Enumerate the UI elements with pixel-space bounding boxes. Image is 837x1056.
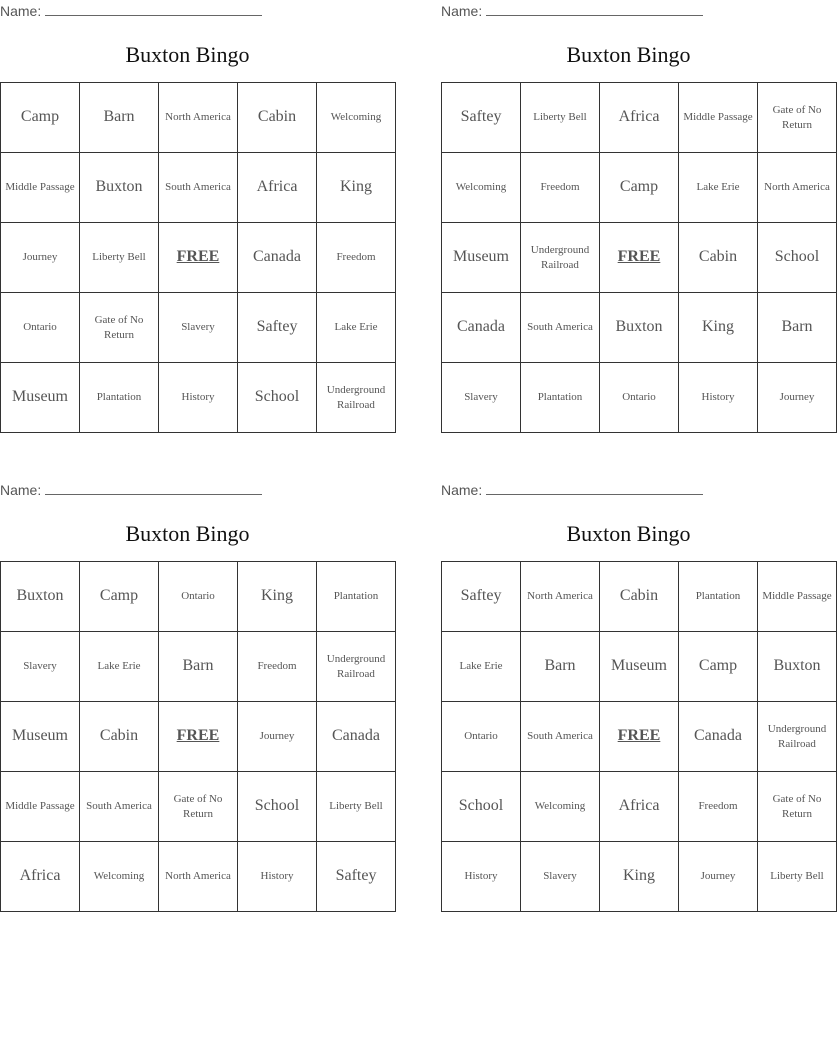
grid-row bbox=[1, 83, 396, 153]
bingo-cell: South America bbox=[159, 153, 238, 223]
grid-row bbox=[1, 702, 396, 772]
bingo-cell: Museum bbox=[442, 223, 521, 293]
bingo-cell: Underground Railroad bbox=[521, 223, 600, 293]
bingo-cell: Plantation bbox=[521, 363, 600, 433]
bingo-cell: Africa bbox=[1, 842, 80, 912]
bingo-cell: School bbox=[238, 363, 317, 433]
card-title: Buxton Bingo bbox=[566, 521, 691, 546]
bingo-cell: Plantation bbox=[80, 363, 159, 433]
bingo-cell: Welcoming bbox=[317, 83, 396, 153]
name-field bbox=[441, 479, 816, 501]
name-field bbox=[0, 0, 375, 22]
bingo-cell: Freedom bbox=[679, 772, 758, 842]
bingo-cell: Ontario bbox=[442, 702, 521, 772]
bingo-cell: Museum bbox=[1, 702, 80, 772]
name-blank-line bbox=[486, 1, 703, 16]
name-blank-line bbox=[45, 480, 262, 495]
bingo-cell: Ontario bbox=[600, 363, 679, 433]
bingo-cell: Lake Erie bbox=[442, 632, 521, 702]
bingo-cell: North America bbox=[159, 842, 238, 912]
grid-row bbox=[442, 83, 837, 153]
grid-row bbox=[1, 363, 396, 433]
bingo-cell: Journey bbox=[758, 363, 837, 433]
bingo-cell: Saftey bbox=[442, 562, 521, 632]
bingo-cell: Saftey bbox=[238, 293, 317, 363]
bingo-cell: Underground Railroad bbox=[317, 632, 396, 702]
bingo-cell: Lake Erie bbox=[317, 293, 396, 363]
card-title: Buxton Bingo bbox=[125, 42, 250, 67]
bingo-cell: Canada bbox=[679, 702, 758, 772]
bingo-cell: Underground Railroad bbox=[758, 702, 837, 772]
bingo-cell: Barn bbox=[758, 293, 837, 363]
bingo-cell: Cabin bbox=[80, 702, 159, 772]
bingo-cell: Gate of No Return bbox=[80, 293, 159, 363]
bingo-cell: Africa bbox=[600, 83, 679, 153]
name-label: Name: bbox=[441, 482, 483, 498]
card-title: Buxton Bingo bbox=[125, 521, 250, 546]
bingo-cell: Buxton bbox=[1, 562, 80, 632]
bingo-cell: King bbox=[238, 562, 317, 632]
bingo-cell: Liberty Bell bbox=[758, 842, 837, 912]
name-label: Name: bbox=[441, 3, 483, 19]
bingo-cell: Museum bbox=[600, 632, 679, 702]
bingo-cell: History bbox=[442, 842, 521, 912]
bingo-cell: Welcoming bbox=[521, 772, 600, 842]
grid-row bbox=[1, 223, 396, 293]
bingo-card-3 bbox=[0, 479, 386, 912]
bingo-cell: Ontario bbox=[159, 562, 238, 632]
bingo-cell: Gate of No Return bbox=[758, 772, 837, 842]
bingo-cell: Buxton bbox=[758, 632, 837, 702]
bingo-cell: Slavery bbox=[442, 363, 521, 433]
bingo-cell: Middle Passage bbox=[1, 772, 80, 842]
grid-row bbox=[442, 293, 837, 363]
bingo-cell: King bbox=[600, 842, 679, 912]
grid-row bbox=[442, 223, 837, 293]
name-blank-line bbox=[486, 480, 703, 495]
name-label: Name: bbox=[0, 3, 42, 19]
bingo-cell: Journey bbox=[679, 842, 758, 912]
bingo-cell: Gate of No Return bbox=[159, 772, 238, 842]
bingo-cell: Liberty Bell bbox=[521, 83, 600, 153]
name-label: Name: bbox=[0, 482, 42, 498]
bingo-cell: Cabin bbox=[679, 223, 758, 293]
bingo-card-2 bbox=[441, 0, 830, 433]
bingo-cell: Lake Erie bbox=[80, 632, 159, 702]
grid-row bbox=[442, 363, 837, 433]
bingo-cell: Freedom bbox=[521, 153, 600, 223]
bingo-cell: Liberty Bell bbox=[317, 772, 396, 842]
bingo-grid bbox=[441, 82, 837, 433]
grid-row bbox=[442, 562, 837, 632]
grid-row bbox=[1, 842, 396, 912]
bingo-cell: Plantation bbox=[317, 562, 396, 632]
bingo-grid bbox=[0, 82, 396, 433]
bingo-cell: North America bbox=[521, 562, 600, 632]
bingo-cell: Buxton bbox=[600, 293, 679, 363]
bingo-cell: Journey bbox=[238, 702, 317, 772]
grid-row bbox=[442, 632, 837, 702]
grid-row bbox=[442, 153, 837, 223]
bingo-cell: Lake Erie bbox=[679, 153, 758, 223]
bingo-cell: Camp bbox=[679, 632, 758, 702]
bingo-cell: Saftey bbox=[442, 83, 521, 153]
bingo-cell: Museum bbox=[1, 363, 80, 433]
bingo-cell: South America bbox=[521, 702, 600, 772]
bingo-cell: Camp bbox=[600, 153, 679, 223]
bingo-grid bbox=[0, 561, 396, 912]
bingo-cell: Africa bbox=[600, 772, 679, 842]
bingo-cell: Barn bbox=[80, 83, 159, 153]
grid-row bbox=[1, 293, 396, 363]
grid-row bbox=[1, 632, 396, 702]
free-space-cell: FREE bbox=[159, 702, 238, 772]
bingo-cell: Liberty Bell bbox=[80, 223, 159, 293]
grid-row bbox=[1, 153, 396, 223]
bingo-cell: Middle Passage bbox=[679, 83, 758, 153]
bingo-cell: Plantation bbox=[679, 562, 758, 632]
bingo-cell: History bbox=[238, 842, 317, 912]
bingo-cell: Canada bbox=[442, 293, 521, 363]
free-space-cell: FREE bbox=[600, 223, 679, 293]
bingo-cell: Africa bbox=[238, 153, 317, 223]
bingo-card-4 bbox=[441, 479, 832, 912]
bingo-cell: Camp bbox=[80, 562, 159, 632]
bingo-cell: Camp bbox=[1, 83, 80, 153]
bingo-cell: Slavery bbox=[159, 293, 238, 363]
bingo-cell: School bbox=[758, 223, 837, 293]
bingo-cell: Buxton bbox=[80, 153, 159, 223]
bingo-cell: Gate of No Return bbox=[758, 83, 837, 153]
bingo-cell: North America bbox=[159, 83, 238, 153]
bingo-cell: School bbox=[238, 772, 317, 842]
bingo-cell: Barn bbox=[521, 632, 600, 702]
grid-row bbox=[442, 842, 837, 912]
bingo-cell: Canada bbox=[317, 702, 396, 772]
bingo-cell: Freedom bbox=[317, 223, 396, 293]
bingo-cell: North America bbox=[758, 153, 837, 223]
bingo-cell: Welcoming bbox=[442, 153, 521, 223]
bingo-cell: History bbox=[159, 363, 238, 433]
bingo-cell: Slavery bbox=[521, 842, 600, 912]
bingo-cell: School bbox=[442, 772, 521, 842]
bingo-cell: Slavery bbox=[1, 632, 80, 702]
bingo-cell: Cabin bbox=[600, 562, 679, 632]
bingo-cell: Barn bbox=[159, 632, 238, 702]
grid-row bbox=[442, 702, 837, 772]
bingo-cell: Saftey bbox=[317, 842, 396, 912]
name-field bbox=[441, 0, 816, 22]
name-blank-line bbox=[45, 1, 262, 16]
bingo-cell: Middle Passage bbox=[758, 562, 837, 632]
bingo-cell: History bbox=[679, 363, 758, 433]
bingo-cell: King bbox=[679, 293, 758, 363]
bingo-cell: Ontario bbox=[1, 293, 80, 363]
free-space-cell: FREE bbox=[159, 223, 238, 293]
bingo-cell: Underground Railroad bbox=[317, 363, 396, 433]
bingo-cell: King bbox=[317, 153, 396, 223]
bingo-cell: South America bbox=[521, 293, 600, 363]
bingo-cell: Journey bbox=[1, 223, 80, 293]
grid-row bbox=[1, 772, 396, 842]
bingo-cell: Middle Passage bbox=[1, 153, 80, 223]
bingo-cell: Freedom bbox=[238, 632, 317, 702]
grid-row bbox=[442, 772, 837, 842]
grid-row bbox=[1, 562, 396, 632]
free-space-cell: FREE bbox=[600, 702, 679, 772]
bingo-grid bbox=[441, 561, 837, 912]
bingo-cell: Cabin bbox=[238, 83, 317, 153]
bingo-cell: Welcoming bbox=[80, 842, 159, 912]
bingo-cell: South America bbox=[80, 772, 159, 842]
bingo-cell: Canada bbox=[238, 223, 317, 293]
bingo-card-1 bbox=[0, 0, 386, 433]
name-field bbox=[0, 479, 375, 501]
card-title: Buxton Bingo bbox=[566, 42, 691, 67]
